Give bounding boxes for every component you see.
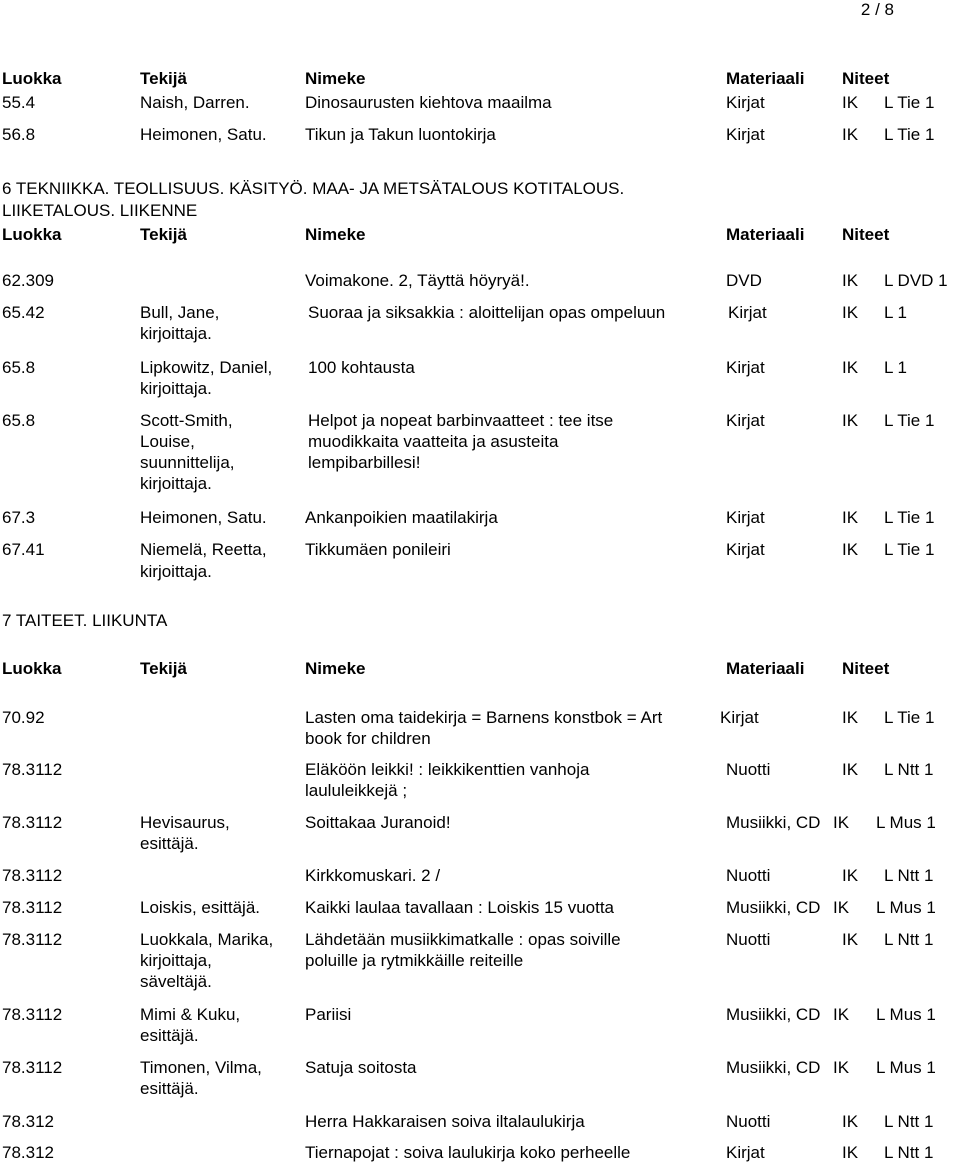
cell-sijainti: L Tie 1 xyxy=(884,540,935,559)
cell-luokka: 65.42 xyxy=(2,303,45,322)
cell-nimeke: Lähdetään musiikkimatkalle : opas soiville xyxy=(305,930,621,949)
cell-luokka: 78.312 xyxy=(2,1112,54,1131)
cell-materiaali: Kirjat xyxy=(726,508,765,527)
cell-nimeke: Tikun ja Takun luontokirja xyxy=(305,125,496,144)
cell-tekija-line: säveltäjä. xyxy=(140,972,212,991)
cell-sijainti: L Tie 1 xyxy=(884,411,935,430)
cell-nimeke-line: muodikkaita vaatteita ja asusteita xyxy=(308,432,559,451)
cell-nimeke: Suoraa ja siksakkia : aloittelijan opas ompeluun xyxy=(308,303,666,322)
cell-sijainti: L 1 xyxy=(884,358,908,377)
cell-luokka: 56.8 xyxy=(2,125,36,144)
cell-tekija-line: kirjoittaja, xyxy=(140,951,212,970)
cell-materiaali: Kirjat xyxy=(726,93,765,112)
cell-tekija: Lipkowitz, Daniel, xyxy=(140,358,273,377)
cell-materiaali: Kirjat xyxy=(720,708,759,727)
cell-materiaali: Kirjat xyxy=(726,358,765,377)
cell-ik: IK xyxy=(842,930,859,949)
header-tekija: Tekijä xyxy=(140,69,187,88)
header-niteet: Niteet xyxy=(842,225,890,244)
cell-luokka: 70.92 xyxy=(2,708,45,727)
cell-tekija-line: esittäjä. xyxy=(140,1079,199,1098)
cell-luokka: 65.8 xyxy=(2,358,36,377)
cell-sijainti: L Mus 1 xyxy=(876,898,936,917)
header-tekija: Tekijä xyxy=(140,659,187,678)
cell-sijainti: L Tie 1 xyxy=(884,93,935,112)
cell-tekija: Niemelä, Reetta, xyxy=(140,540,267,559)
header-nimeke: Nimeke xyxy=(305,225,366,244)
cell-tekija: Scott-Smith, xyxy=(140,411,233,430)
cell-ik: IK xyxy=(842,1143,859,1162)
cell-nimeke: Herra Hakkaraisen soiva iltalaulukirja xyxy=(305,1112,585,1131)
cell-tekija: Loiskis, esittäjä. xyxy=(140,898,260,917)
cell-ik: IK xyxy=(833,1058,850,1077)
cell-ik: IK xyxy=(842,760,859,779)
cell-luokka: 65.8 xyxy=(2,411,36,430)
cell-nimeke: Tikkumäen ponileiri xyxy=(305,540,451,559)
header-luokka: Luokka xyxy=(2,225,62,244)
cell-materiaali: Nuotti xyxy=(726,760,771,779)
cell-ik: IK xyxy=(842,1112,859,1131)
header-materiaali: Materiaali xyxy=(726,69,805,88)
header-nimeke: Nimeke xyxy=(305,69,366,88)
cell-luokka: 62.309 xyxy=(2,271,54,290)
cell-nimeke: Voimakone. 2, Täyttä höyryä!. xyxy=(305,271,530,290)
cell-tekija: Heimonen, Satu. xyxy=(140,125,267,144)
cell-materiaali: Kirjat xyxy=(726,540,765,559)
section-title: 7 TAITEET. LIIKUNTA xyxy=(2,611,168,630)
cell-nimeke: Helpot ja nopeat barbinvaatteet : tee itse xyxy=(308,411,614,430)
cell-nimeke: 100 kohtausta xyxy=(308,358,415,377)
cell-nimeke: Kirkkomuskari. 2 / xyxy=(305,866,441,885)
cell-materiaali: Nuotti xyxy=(726,1112,771,1131)
cell-ik: IK xyxy=(842,303,859,322)
cell-tekija-line: Louise, xyxy=(140,432,195,451)
cell-materiaali: Musiikki, CD xyxy=(726,898,821,917)
cell-luokka: 78.3112 xyxy=(2,898,63,917)
cell-nimeke-line: book for children xyxy=(305,729,431,748)
cell-ik: IK xyxy=(833,898,850,917)
cell-luokka: 67.41 xyxy=(2,540,45,559)
cell-sijainti: L Ntt 1 xyxy=(884,760,934,779)
cell-sijainti: L Mus 1 xyxy=(876,813,936,832)
cell-sijainti: L Tie 1 xyxy=(884,125,935,144)
cell-nimeke: Pariisi xyxy=(305,1005,352,1024)
cell-ik: IK xyxy=(842,866,859,885)
cell-ik: IK xyxy=(833,1005,850,1024)
cell-nimeke-line: laululeikkejä ; xyxy=(305,781,408,800)
cell-tekija: Timonen, Vilma, xyxy=(140,1058,262,1077)
cell-tekija-line: esittäjä. xyxy=(140,834,199,853)
cell-tekija-line: kirjoittaja. xyxy=(140,474,212,493)
cell-ik: IK xyxy=(842,540,859,559)
cell-tekija-line: kirjoittaja. xyxy=(140,562,212,581)
cell-ik: IK xyxy=(833,813,850,832)
cell-nimeke: Lasten oma taidekirja = Barnens konstbok = Art xyxy=(305,708,663,727)
cell-materiaali: Nuotti xyxy=(726,866,771,885)
header-materiaali: Materiaali xyxy=(726,659,805,678)
cell-luokka: 78.3112 xyxy=(2,813,63,832)
cell-tekija-line: kirjoittaja. xyxy=(140,379,212,398)
cell-luokka: 78.3112 xyxy=(2,760,63,779)
cell-luokka: 67.3 xyxy=(2,508,36,527)
cell-ik: IK xyxy=(842,708,859,727)
header-tekija: Tekijä xyxy=(140,225,187,244)
cell-sijainti: L Tie 1 xyxy=(884,708,935,727)
cell-nimeke: Kaikki laulaa tavallaan : Loiskis 15 vuotta xyxy=(305,898,615,917)
cell-ik: IK xyxy=(842,271,859,290)
cell-luokka: 78.3112 xyxy=(2,1005,63,1024)
cell-materiaali: Kirjat xyxy=(726,1143,765,1162)
cell-materiaali: DVD xyxy=(726,271,762,290)
cell-nimeke: Soittakaa Juranoid! xyxy=(305,813,451,832)
cell-sijainti: L Ntt 1 xyxy=(884,866,934,885)
header-materiaali: Materiaali xyxy=(726,225,805,244)
cell-sijainti: L DVD 1 xyxy=(884,271,948,290)
cell-tekija: Naish, Darren. xyxy=(140,93,250,112)
cell-nimeke: Tiernapojat : soiva laulukirja koko perheelle xyxy=(305,1143,631,1162)
cell-sijainti: L Tie 1 xyxy=(884,508,935,527)
cell-sijainti: L Ntt 1 xyxy=(884,930,934,949)
cell-tekija-line: kirjoittaja. xyxy=(140,324,212,343)
cell-tekija: Heimonen, Satu. xyxy=(140,508,267,527)
cell-luokka: 55.4 xyxy=(2,93,36,112)
cell-sijainti: L Mus 1 xyxy=(876,1058,936,1077)
header-niteet: Niteet xyxy=(842,659,890,678)
header-niteet: Niteet xyxy=(842,69,890,88)
cell-tekija: Hevisaurus, xyxy=(140,813,230,832)
cell-materiaali: Musiikki, CD xyxy=(726,813,821,832)
cell-ik: IK xyxy=(842,411,859,430)
cell-nimeke: Satuja soitosta xyxy=(305,1058,417,1077)
cell-luokka: 78.3112 xyxy=(2,930,63,949)
cell-luokka: 78.312 xyxy=(2,1143,54,1162)
cell-materiaali: Kirjat xyxy=(726,125,765,144)
header-luokka: Luokka xyxy=(2,69,62,88)
cell-sijainti: L Ntt 1 xyxy=(884,1143,934,1162)
cell-materiaali: Kirjat xyxy=(728,303,767,322)
cell-materiaali: Nuotti xyxy=(726,930,771,949)
cell-luokka: 78.3112 xyxy=(2,1058,63,1077)
cell-sijainti: L Ntt 1 xyxy=(884,1112,934,1131)
cell-ik: IK xyxy=(842,93,859,112)
cell-tekija-line: esittäjä. xyxy=(140,1026,199,1045)
cell-nimeke: Ankanpoikien maatilakirja xyxy=(305,508,498,527)
cell-ik: IK xyxy=(842,358,859,377)
cell-tekija-line: suunnittelija, xyxy=(140,453,235,472)
cell-nimeke: Dinosaurusten kiehtova maailma xyxy=(305,93,552,112)
cell-materiaali: Musiikki, CD xyxy=(726,1058,821,1077)
cell-tekija: Bull, Jane, xyxy=(140,303,220,322)
cell-ik: IK xyxy=(842,508,859,527)
cell-sijainti: L Mus 1 xyxy=(876,1005,936,1024)
cell-sijainti: L 1 xyxy=(884,303,908,322)
header-nimeke: Nimeke xyxy=(305,659,366,678)
cell-ik: IK xyxy=(842,125,859,144)
page-number: 2 / 8 xyxy=(860,0,894,19)
cell-nimeke-line: poluille ja rytmikkäille reiteille xyxy=(305,951,524,970)
cell-luokka: 78.3112 xyxy=(2,866,63,885)
header-luokka: Luokka xyxy=(2,659,62,678)
cell-nimeke: Eläköön leikki! : leikkikenttien vanhoja xyxy=(305,760,590,779)
cell-materiaali: Musiikki, CD xyxy=(726,1005,821,1024)
cell-nimeke-line: lempibarbillesi! xyxy=(308,453,421,472)
cell-materiaali: Kirjat xyxy=(726,411,765,430)
cell-tekija: Luokkala, Marika, xyxy=(140,930,274,949)
section-title: 6 TEKNIIKKA. TEOLLISUUS. KÄSITYÖ. MAA- JA METSÄTALOUS KOTITALOUS. xyxy=(2,179,625,198)
cell-tekija: Mimi & Kuku, xyxy=(140,1005,241,1024)
section-title-continued: LIIKETALOUS. LIIKENNE xyxy=(2,201,198,220)
